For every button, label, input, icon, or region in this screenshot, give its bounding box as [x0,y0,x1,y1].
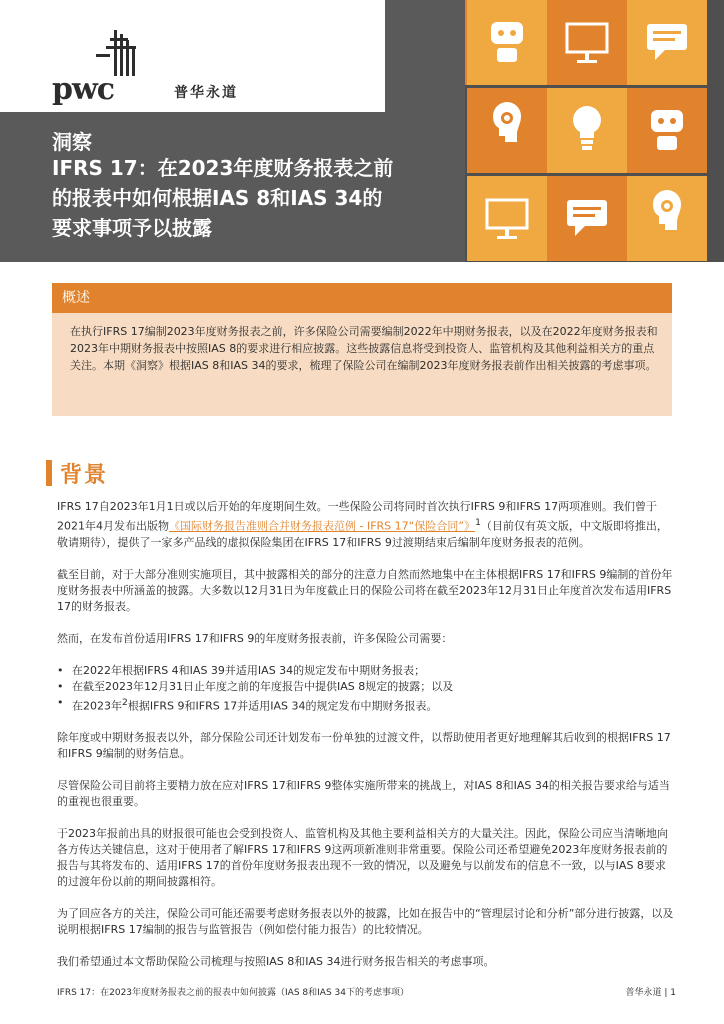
list-item: • 在2022年根据IFRS 4和IAS 39并适用IAS 34的规定发布中期财务报表； [57,663,675,679]
title-line: 的报表中如何根据IAS 8和IAS 34的 [52,186,383,210]
section-body [57,499,675,986]
logo-panel [0,0,385,112]
paragraph-text: （目前仅有英文版，中文版即将推出，敬请期待），提供了一家多产品线的虚拟保险集团在IFRS 17和IFRS 9过渡期结束后编制年度财务报表的范例。 [57,519,668,549]
paragraph: 我们希望通过本文帮助保险公司梳理与按照IAS 8和IAS 34进行财务报告相关的考虑事项。 [57,955,495,969]
overview-box [52,313,672,416]
section-title: 背景 [60,463,109,488]
robot-icon [645,102,689,158]
tile [627,176,707,261]
page-title [52,153,462,243]
tile [547,88,627,173]
lightbulb-icon [565,102,609,158]
monitor-icon [565,14,609,70]
gear-head-icon [485,102,529,158]
list-item-text: 在2023年 [72,699,122,713]
tile [467,88,547,173]
monitor-icon [485,190,529,246]
tile [467,176,547,261]
title-line: IFRS 17：在2023年度财务报表之前 [52,156,394,180]
paragraph: 尽管保险公司目前将主要精力放在应对IFRS 17和IFRS 9整体实施所带来的挑战上，对IAS 8和IAS 34的相关报告要求给与适当的重视也很重要。 [57,779,670,809]
pwc-logo-text: pwc [52,72,115,107]
list-item-text: 根据IFRS 9和IFRS 17并适用IAS 34的规定发布中期财务报表。 [127,699,438,713]
tile [547,176,627,261]
paragraph: 截至目前，对于大部分准则实施项目，其中披露相关的部分的注意力自然而然地集中在主体根据IFRS 17和IFRS 9编制的首份年度财务报表中所涵盖的披露。大多数以12月31日为年度截止日的保险公司将在截至2023年12月31日止年度首次发布适用IFRS 17的财务报表。 [57,567,673,613]
overview-text: 在执行IFRS 17编制2023年度财务报表之前，许多保险公司需要编制2022年中期财务报表，以及在2022年度财务报表和2023年中期财务报表中按照IAS 8的要求进行相应披露。这些披露信息将受到投资人、监管机构及其他利益相关方的重点关注。本期《洞察》根据IAS 8和IAS 34的要求，梳理了保险公司在编制2023年度财务报表前作出相关披露的考虑事项。 [70,325,658,372]
tile [547,0,627,85]
footer-page-number: 普华永道 | 1 [625,988,676,998]
footer-title: IFRS 17：在2023年度财务报表之前的报表中如何披露（IAS 8和IAS 34下的考虑事项） [57,988,409,998]
chat-bubble-icon [645,14,689,70]
brand-name-cn: 普华永道 [174,85,238,101]
tile [627,88,707,173]
title-line: 要求事项予以披露 [52,216,212,240]
paragraph: 为了回应各方的关注，保险公司可能还需要考虑财务报表以外的披露，比如在报告中的“管理层讨论和分析”部分进行披露，以及说明根据IFRS 17编制的报告与监管报告（例如偿付能力报告）的比较情况。 [57,907,674,937]
overview-title: 概述 [62,290,90,306]
footnote-ref: 1 [475,517,481,528]
publication-kicker: 洞察 [52,130,92,154]
publication-link[interactable]: 《国际财务报告准则合并财务报表范例 - IFRS 17“保险合同”》 [169,519,476,533]
pwc-logo-icon [96,30,146,76]
tile [467,0,547,85]
chat-bubble-icon [565,190,609,246]
paragraph: 除年度或中期财务报表以外，部分保险公司还计划发布一份单独的过渡文件，以帮助使用者更好地理解其后收到的根据IFRS 17和IFRS 9编制的财务信息。 [57,731,671,761]
list-item [57,695,675,715]
gear-head-icon [645,190,689,246]
tile [627,0,707,85]
bullet-list [57,663,675,715]
paragraph: 然而，在发布首份适用IFRS 17和IFRS 9的年度财务报表前，许多保险公司需要： [57,631,453,645]
paragraph: 于2023年报前出具的财报很可能也会受到投资人、监管机构及其他主要利益相关方的大量关注。因此，保险公司应当清晰地向各方传达关键信息，这对于使用者了解IFRS 17和IFRS 9这两项新准则非常重要。保险公司还希望避免2023年度财务报表前的报告与其将发布的、适用IFRS 17的首份年度财务报表出现不一致的情况，以及避免与以前发布的信息不一致，以与IAS 8要求的过渡年份以前的期间披露相符。 [57,827,668,889]
list-item: • 在截至2023年12月31日止年度之前的年度报告中提供IAS 8规定的披露；以及 [57,679,675,695]
section-marker [46,460,52,486]
paragraph [57,499,675,551]
robot-icon [485,14,529,70]
footnote-ref: 2 [122,696,128,708]
header-banner [0,0,724,262]
paragraph-text: IFRS 17自2023年1月1日或以后开始的年度期间生效。一些保险公司将同时首次执行IFRS 9和IFRS 17两项准则。我们曾于2021年4月发布出版物 [57,500,658,533]
overview-header [52,283,672,313]
